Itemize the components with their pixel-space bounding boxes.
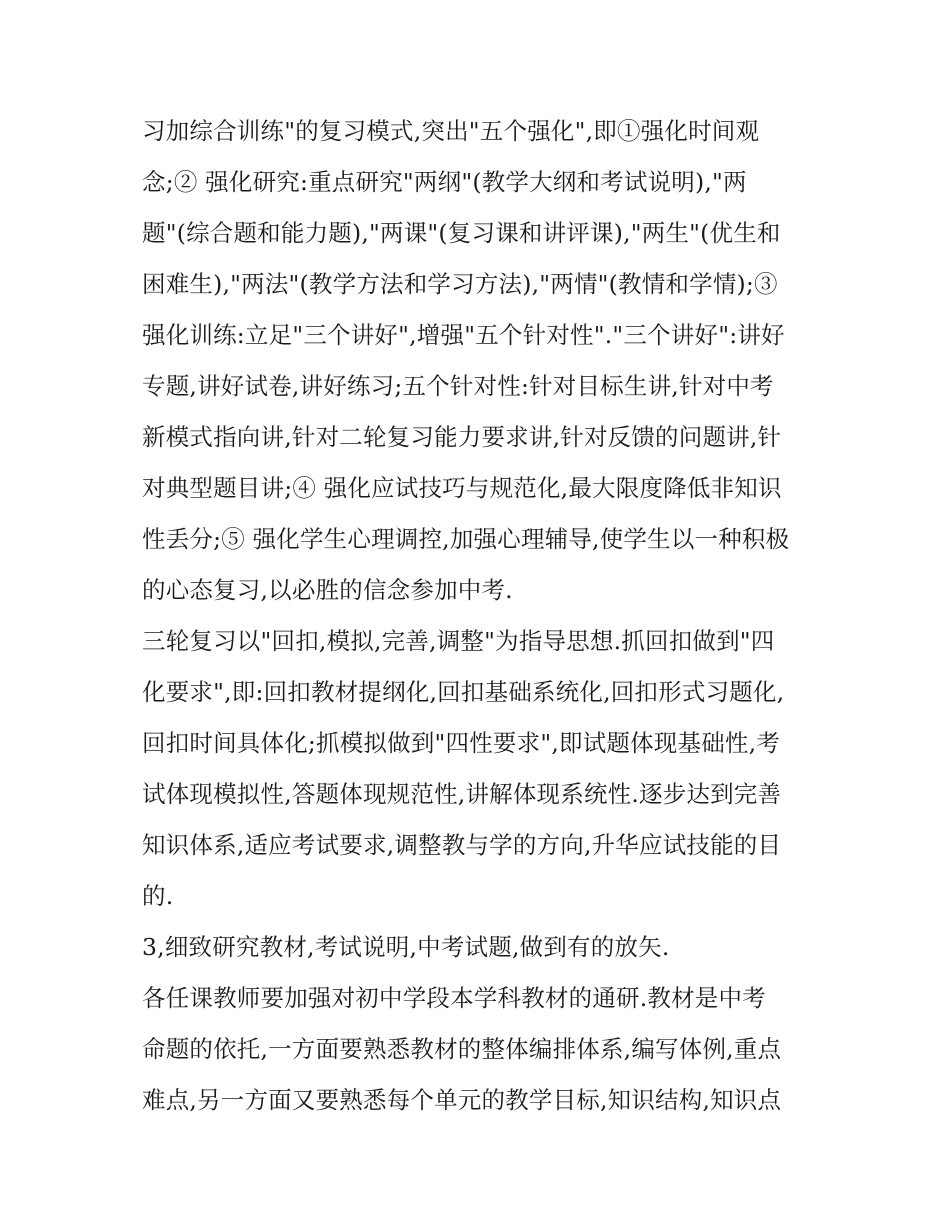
document-body xyxy=(142,106,812,1126)
text-line-12: 化要求",即:回扣教材提纲化,回扣基础系统化,回扣形式习题化, xyxy=(142,678,785,706)
text-line-11: 三轮复习以"回扣,模拟,完善,调整"为指导思想.抓回扣做到"四 xyxy=(142,627,775,655)
text-line-16: 的. xyxy=(142,882,174,910)
text-line-13: 回扣时间具体化;抓模拟做到"四性要求",即试题体现基础性,考 xyxy=(142,729,780,757)
text-line-9: 性丢分;⑤ 强化学生心理调控,加强心理辅导,使学生以一种积极 xyxy=(142,525,790,553)
text-line-1: 习加综合训练"的复习模式,突出"五个强化",即①强化时间观 xyxy=(142,117,760,145)
text-line-18: 各任课教师要加强对初中学段本学科教材的通研.教材是中考 xyxy=(142,984,766,1012)
text-line-4: 困难生),"两法"(教学方法和学习方法),"两情"(教情和学情);③ xyxy=(142,270,778,298)
text-line-2: 念;② 强化研究:重点研究"两纲"(教学大纲和考试说明),"两 xyxy=(142,168,747,196)
text-line-14: 试体现模拟性,答题体现规范性,讲解体现系统性.逐步达到完善 xyxy=(142,780,782,808)
text-line-8: 对典型题目讲;④ 强化应试技巧与规范化,最大限度降低非知识 xyxy=(142,474,782,502)
text-line-19: 命题的依托,一方面要熟悉教材的整体编排体系,编写体例,重点 xyxy=(142,1035,782,1063)
text-line-15: 知识体系,适应考试要求,调整教与学的方向,升华应试技能的目 xyxy=(142,831,782,859)
text-line-10: 的心态复习,以必胜的信念参加中考. xyxy=(142,576,513,604)
text-line-5: 强化训练:立足"三个讲好",增强"五个针对性"."三个讲好":讲好 xyxy=(142,321,785,349)
text-line-17: 3,细致研究教材,考试说明,中考试题,做到有的放矢. xyxy=(142,933,670,961)
text-line-20: 难点,另一方面又要熟悉每个单元的教学目标,知识结构,知识点 xyxy=(142,1086,782,1114)
text-line-7: 新模式指向讲,针对二轮复习能力要求讲,针对反馈的问题讲,针 xyxy=(142,423,782,451)
text-line-3: 题"(综合题和能力题),"两课"(复习课和讲评课),"两生"(优生和 xyxy=(142,219,781,247)
text-line-6: 专题,讲好试卷,讲好练习;五个针对性:针对目标生讲,针对中考 xyxy=(142,372,774,400)
